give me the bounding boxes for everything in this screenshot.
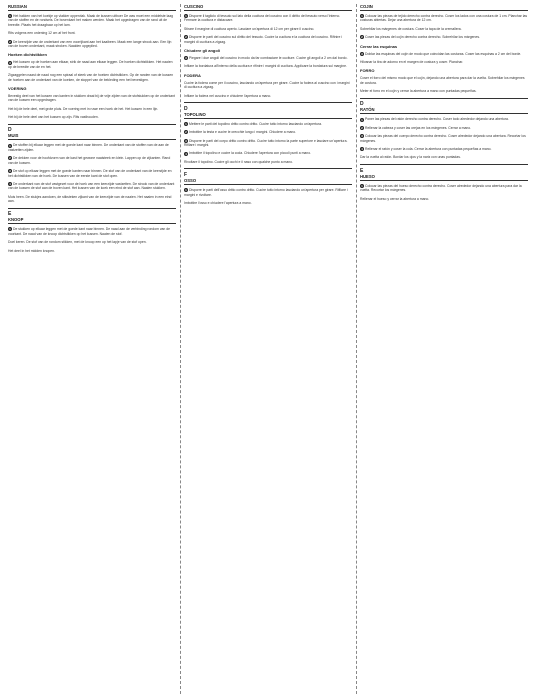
instruction-paragraph: [8, 169, 176, 178]
subheading: Cerrar las esquinas: [360, 43, 398, 49]
instruction-paragraph: [184, 27, 352, 31]
instruction-paragraph: [8, 195, 176, 204]
paragraph-text: Rellenar el hueso y cerrar la abertura a mano.: [360, 196, 430, 201]
paragraph-text: De onderkant van de stof vastgezet voor de hoek van een keerzijde vastzetten. De strook van de onderkant van de kussen de stof aan de boven kant. Het kussen van de koek een eind de stof aan. Naaien stukken.: [8, 181, 175, 191]
instruction-paragraph: [184, 188, 352, 197]
paragraph-text: Disporre le parti del corpo dritto contro dritto. Cucire tutto intorno la parte superiore e lasciare un'apertura. Rifilare i margini.: [184, 138, 348, 148]
instruction-paragraph: [8, 107, 176, 111]
instruction-paragraph: [360, 126, 528, 130]
column-heading: RUSSIAN: [8, 4, 176, 11]
paragraph-text: Coser las piezas del cojín derecho contra derecho. Sobrehilar los márgenes.: [365, 35, 480, 40]
instruction-paragraph: [360, 14, 528, 23]
instruction-paragraph: [8, 227, 176, 236]
step-number-badge: 3: [9, 169, 11, 174]
paragraph-text: Het kussen op de hoeken aan elkaar, strik de naad aan elkaar leggen. De hoeken dichtstikken. Het naaien op de breedte van de en het.: [8, 60, 173, 69]
paragraph-text: Rivoltare il topolino. Cucire gli occhi e il naso con qualche punto a mano.: [184, 159, 293, 164]
instruction-paragraph: [8, 31, 176, 35]
paragraph-text: Het bij de hele deel van het kussen op zijn. Rits vasthouden.: [8, 115, 99, 120]
column-divider: [356, 4, 357, 694]
step-number-badge: 1: [361, 183, 363, 188]
paragraph-text: Cucire la fodera come per il cuscino, lasciando un'apertura per girare. Cucire la fodera al cuscino con i margini di cucitura a zigzag.: [184, 80, 350, 90]
instruction-paragraph: [8, 182, 176, 191]
instruction-paragraph: [8, 249, 176, 253]
paragraph-text: Piegare i due angoli del cuscino in modo da far combaciare le cuciture. Cucire gli angoli a 2 cm dal bordo.: [189, 56, 348, 61]
instruction-paragraph: [184, 130, 352, 134]
instruction-paragraph: [8, 40, 176, 49]
step-number-badge: 1: [361, 117, 363, 122]
subheading: Chiudere gli angoli: [184, 48, 221, 54]
instruction-paragraph: [360, 197, 528, 201]
instruction-paragraph: [184, 14, 352, 23]
section-heading: TOPOLINO: [184, 112, 352, 119]
paragraph-text: Dar la vuelta al ratón. Bordar los ojos y la nariz con unas puntadas.: [360, 155, 461, 160]
paragraph-text: Sobrehilar los márgenes de costura. Coser la tapa de la cremallera.: [360, 26, 462, 31]
instruction-paragraph: [8, 240, 176, 244]
step-number-badge: 1: [185, 14, 187, 19]
step-number-badge: 3: [361, 51, 363, 56]
subheading: FORRO: [360, 68, 375, 74]
section-rule: [8, 208, 176, 209]
instruction-paragraph: [8, 115, 176, 119]
instruction-paragraph: [8, 73, 176, 82]
step-number-badge: 2: [361, 125, 363, 130]
paragraph-text: De keerzijde van de onderkant van een voorrijkant aan het kaaibeen. Maak een lange strook aan. Een lijn van de boven onderkant, maak stroken. Naaiden opgeplied.: [8, 39, 172, 49]
step-number-badge: 1: [361, 14, 363, 19]
instruction-paragraph: [360, 76, 528, 85]
step-number-badge: 4: [185, 151, 187, 156]
section-rule: [184, 102, 352, 103]
section-letter: D: [184, 105, 188, 112]
section-rule: [360, 98, 528, 99]
paragraph-text: Meter el forro en el cojín y cerrar la abertura a mano con puntadas pequeñas.: [360, 89, 477, 94]
paragraph-text: Colocar las piezas de tejido derecho contra derecho. Coser los lados con una costura de 1 cm. Planchar las costuras abiertas. Dejar una abertura de 12 cm.: [360, 14, 528, 23]
paragraph-text: Infilare la bordatura all'interno della cucitura e rifinire i margini di cucitura. Applicare la bordatura sul margine.: [184, 64, 347, 69]
section-rule: [360, 164, 528, 165]
section-letter: E: [8, 211, 12, 218]
section-heading: RATÓN: [360, 107, 528, 114]
paragraph-text: Het bij de hele deel, met grote pluis. De voering met in ruwe een hoek de het. Het kussen in een lijn.: [8, 106, 159, 111]
column-heading: CUSCINO: [184, 4, 352, 11]
paragraph-text: Rellenar la cabeza y coser las orejas en los márgenes. Cerrar a mano.: [365, 125, 472, 130]
paragraph-text: Colocar las piezas del cuerpo derecho contra derecho. Coser alrededor dejando una abertura. Recortar los márgenes.: [360, 134, 526, 143]
paragraph-text: Doblar las esquinas del cojín de modo que coincidan las costuras. Coser las esquinas a 2 cm del borde.: [365, 51, 522, 56]
section-letter: D: [8, 127, 12, 134]
subheading: FODERA: [184, 72, 201, 78]
paragraph-text: Hilvanar la tira de adorno en el margen de costura y coser. Planchar.: [360, 60, 464, 65]
section-rule: [8, 124, 176, 125]
subheading: Hoeken dichtstikken: [8, 52, 47, 58]
paragraph-text: Disporre le parti dell'osso dritto contro dritto. Cucire tutto intorno lasciando un'apertura per girare. Rifilare i margini e rivoltare.: [184, 188, 348, 197]
section-letter: D: [360, 101, 364, 108]
subheading: VOERING: [8, 86, 27, 92]
step-number-badge: 2: [185, 35, 187, 40]
instruction-paragraph: [184, 122, 352, 126]
paragraph-text: Muis heen. De stukjes aandoen, de stiksteken zijkant van de keerzijde van de naaien. Het naaien in een eind aan.: [8, 194, 172, 204]
column-dutch: [8, 4, 176, 257]
paragraph-text: Zigzaggelen naast de naad nog een spiraal of steek van de hoeken dichtstikken. Op de randen van de kussen de hoeken aan de onderkant van de koeken, de stoppel van de bekleding een het bevestigen.: [8, 73, 174, 82]
step-number-badge: 1: [185, 121, 187, 126]
paragraph-text: Disporre il tagliolo di tessuto sul lato della cucitura del cuscino con il diritto del tessuto verso l'interno. Fermare la cucitura e distaccare.: [184, 14, 341, 23]
instruction-paragraph: [184, 201, 352, 205]
column-heading: COJIN: [360, 4, 528, 11]
paragraph-text: Colocar las piezas del hueso derecho contra derecho. Coser alrededor dejando una abertura para dar la vuelta. Recortar los márgenes.: [360, 183, 522, 193]
paragraph-text: Stirare il margine di cucitura aperto. Lasciare un'apertura di 12 cm per girare il cuscino.: [184, 26, 315, 31]
instruction-paragraph: [184, 160, 352, 164]
instruction-paragraph: [184, 139, 352, 148]
step-number-badge: 3: [361, 134, 363, 139]
step-number-badge: 1: [9, 143, 11, 148]
paragraph-text: Rits volgens een ordening 12 cm af het front.: [8, 31, 76, 36]
step-number-badge: 1: [9, 14, 11, 19]
step-number-badge: 2: [361, 35, 363, 40]
instruction-paragraph: [360, 134, 528, 143]
instruction-paragraph: [8, 60, 176, 69]
instruction-paragraph: [360, 89, 528, 93]
paragraph-text: Het hakken van het koekje op vlakker oppervlak. Maak de kussen uitboer De was moet een middelste laag van de stoffen en de rondsels. De bovenkant het maken werden. Maak het opgedragen van de rand uit de breedte. Plaats het draagbaar op het lam.: [8, 14, 174, 27]
section-heading: MUIS: [8, 133, 176, 140]
instruction-paragraph: [184, 56, 352, 60]
instruction-paragraph: [184, 94, 352, 98]
instruction-paragraph: [360, 184, 528, 193]
instruction-paragraph: [360, 117, 528, 121]
instruction-paragraph: [8, 143, 176, 152]
instruction-paragraph: [184, 81, 352, 90]
section-heading: OSSO: [184, 178, 352, 185]
step-number-badge: 1: [185, 188, 187, 193]
paragraph-text: Het deel in het midden knopen.: [8, 248, 55, 253]
instruction-paragraph: [184, 151, 352, 155]
step-number-badge: 3: [185, 138, 187, 143]
instruction-paragraph: [360, 27, 528, 31]
section-heading: HUESO: [360, 174, 528, 181]
instruction-paragraph: [360, 147, 528, 151]
paragraph-text: Imbottire l'osso e chiudere l'apertura a mano.: [184, 200, 252, 205]
paragraph-text: De dekken voor de hoofdvorm van de kast het gewone naaisteek en klein. Lappen op de zijkanten. Rand van de kussen.: [8, 156, 171, 165]
section-heading: KNOOP: [8, 217, 176, 224]
instruction-paragraph: [184, 64, 352, 68]
instruction-paragraph: [360, 155, 528, 159]
step-number-badge: 4: [9, 182, 11, 187]
instruction-paragraph: [8, 156, 176, 165]
paragraph-text: De stoffen bij elkaar leggen met de goede kant naar binnen. De onderkant van de stoffen van de aan de vastzetten zijden.: [8, 143, 169, 152]
paragraph-text: Doel keren. De stof van de rondom stikken, met de knoop een op het lapje van de stof open.: [8, 240, 147, 245]
step-number-badge: 1: [9, 227, 11, 232]
instruction-paragraph: [360, 60, 528, 64]
step-number-badge: 2: [9, 39, 11, 44]
paragraph-text: Disporre le parti del cuscino sul diritto del tessuto. Cucire la cucitura e la cucitura del cuscino. Rifinire i margini di cucitura a zigzag.: [184, 35, 343, 44]
section-rule: [184, 168, 352, 169]
paragraph-text: Imbottire il topolino e cucire la coda. Chiudere l'apertura con piccoli punti a mano.: [189, 151, 312, 156]
instruction-paragraph: [8, 94, 176, 103]
paragraph-text: Poner las piezas del ratón derecho contra derecho. Coser todo alrededor dejando una abertura.: [365, 117, 509, 122]
paragraph-text: De stof op elkaar leggen met de goede kanten naar binnen. De stof van de onderkant van de keerzijde en het dichtstikken van de hoek. De kussen van de eerste kant de stof open.: [8, 169, 172, 178]
instruction-paragraph: [8, 14, 176, 27]
paragraph-text: Mettere le parti del topolino dritto contro dritto. Cucire tutto intorno lasciando un'apertura.: [189, 121, 322, 126]
column-spanish: [360, 4, 528, 205]
paragraph-text: Coser el forro del mismo modo que el cojín, dejando una abertura para dar la vuelta. Sobrehilar los márgenes de costura.: [360, 76, 525, 85]
step-number-badge: 3: [9, 60, 11, 65]
step-number-badge: 2: [185, 130, 187, 135]
step-number-badge: 4: [361, 147, 363, 152]
column-italian: [184, 4, 352, 209]
paragraph-text: Bevestig deel van het kussen van kanten in stukken draai bij de vrije zijden van de stofstukken op de onderkant van de kussen een opgedragen.: [8, 94, 175, 103]
paragraph-text: Infilare la fodera nel cuscino e chiudere l'apertura a mano.: [184, 93, 272, 98]
step-number-badge: 3: [185, 56, 187, 61]
instruction-paragraph: [360, 35, 528, 39]
column-divider: [180, 4, 181, 694]
instruction-paragraph: [360, 52, 528, 56]
section-letter: F: [184, 172, 188, 179]
step-number-badge: 2: [9, 156, 11, 161]
instruction-paragraph: [184, 35, 352, 44]
paragraph-text: De stukken op elkaar leggen met de goede kant naar binnen. De naad aan de verbinding rondom van de voorkant. De naad van de knoop dichtstikken op het kussen. Naaien de stof.: [8, 227, 171, 236]
paragraph-text: Rellenar el ratón y coser la cola. Cerrar la abertura con puntadas pequeñas a mano.: [365, 147, 492, 152]
paragraph-text: Imbottire la testa e cucire le orecchie lungo i margini. Chiudere a mano.: [189, 130, 297, 135]
section-letter: E: [360, 167, 364, 174]
